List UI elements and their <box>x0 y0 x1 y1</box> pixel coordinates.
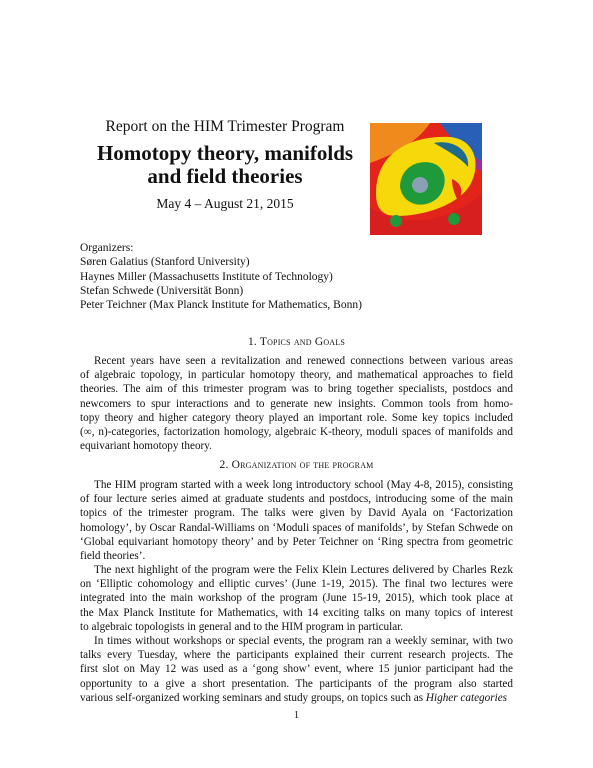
organizer-schwede: Stefan Schwede (Universität Bonn) <box>80 284 244 297</box>
paragraph-felix-klein <box>80 563 513 634</box>
text-line: integrated into the main workshop of the program (June 15-19, 2015), which took place at <box>80 592 513 605</box>
organizer-galatius: Søren Galatius (Stanford University) <box>80 256 250 269</box>
text-line: topics of the trimester program. The talks were given by David Ayala on ‘Factorization <box>80 507 513 520</box>
text-line: equivariant homotopy theory. <box>80 440 212 453</box>
text-fragment: various self-organized working seminars and study groups, on topics such as <box>80 691 424 704</box>
text-line: The next highlight of the program were the Felix Klein Lectures delivered by Charles Rezk <box>94 564 513 576</box>
italic-phrase: Higher categories <box>425 691 508 704</box>
text-line: field theories’. <box>80 550 146 563</box>
section-heading-organization: 2. Organization of the program <box>219 459 374 471</box>
text-line: In times without workshops or special events, the program ran a weekly seminar, with two <box>94 635 513 647</box>
abstract-painting-image <box>370 123 482 235</box>
text-line: theories. The aim of this trimester program was to bring together specialists, postdocs and <box>80 383 513 396</box>
report-header <box>80 118 370 212</box>
text-line: topy theory and higher category theory played an important role. Some key topics included <box>80 411 513 424</box>
paragraph-seminar <box>80 634 513 705</box>
text-line: (∞, n)-categories, factorization homology, algebraic K-theory, moduli spaces of manifolds and <box>80 426 513 439</box>
text-line: first slot on May 12 was used as a ‘gong show’ event, where 15 junior participant had the <box>80 663 513 676</box>
text-line: talks every Tuesday, where the participants explained their current research projects. The <box>80 649 513 662</box>
text-line: of algebraic topology, in particular homotopy theory, and mathematical approaches to field <box>80 369 513 382</box>
text-line: to algebraic topologists in general and to the HIM program in particular. <box>80 620 404 633</box>
page-number: 1 <box>293 710 300 721</box>
text-line: of four lecture series aimed at graduate students and postdocs, introducing some of the main <box>80 493 513 506</box>
text-line: ‘Global equivariant homotopy theory’ and by Peter Teichner on ‘Ring spectra from geometric <box>80 535 513 548</box>
title-line-2: and field theories <box>147 164 303 188</box>
report-title <box>80 142 370 188</box>
organizer-miller: Haynes Miller (Massachusetts Institute of Technology) <box>80 270 333 283</box>
text-line <box>80 691 513 705</box>
program-dates: May 4 – August 21, 2015 <box>156 196 294 211</box>
text-line: homology’, by Oscar Randal-Williams on ‘Moduli spaces of manifolds’, by Stefan Schwede on <box>80 521 513 534</box>
organizers-label: Organizers: <box>80 242 134 254</box>
text-line: The HIM program started with a week long introductory school (May 4-8, 2015), consisting <box>94 479 513 491</box>
title-line-1: Homotopy theory, manifolds <box>96 141 354 165</box>
text-line: opportunity to a give a short presentation. The participants of the program also started <box>80 677 513 690</box>
text-line: on ‘Elliptic cohomology and elliptic curves’ (June 1-19, 2015). The final two lectures were <box>80 578 513 591</box>
organizers-block <box>80 241 362 312</box>
report-kicker: Report on the HIM Trimester Program <box>105 118 345 135</box>
text-line: the Max Planck Institute for Mathematics, with 14 exciting talks on many topics of interest <box>80 606 513 619</box>
paragraph-school <box>80 478 513 563</box>
text-line: newcomers to spur interactions and to generate new insights. Common tools from homo- <box>80 397 513 410</box>
organizer-teichner: Peter Teichner (Max Planck Institute for Mathematics, Bonn) <box>80 299 362 312</box>
text-line: Recent years have seen a revitalization and renewed connections between various areas <box>94 355 513 367</box>
paragraph-topics <box>80 354 513 453</box>
section-heading-topics: 1. Topics and Goals <box>247 336 346 348</box>
